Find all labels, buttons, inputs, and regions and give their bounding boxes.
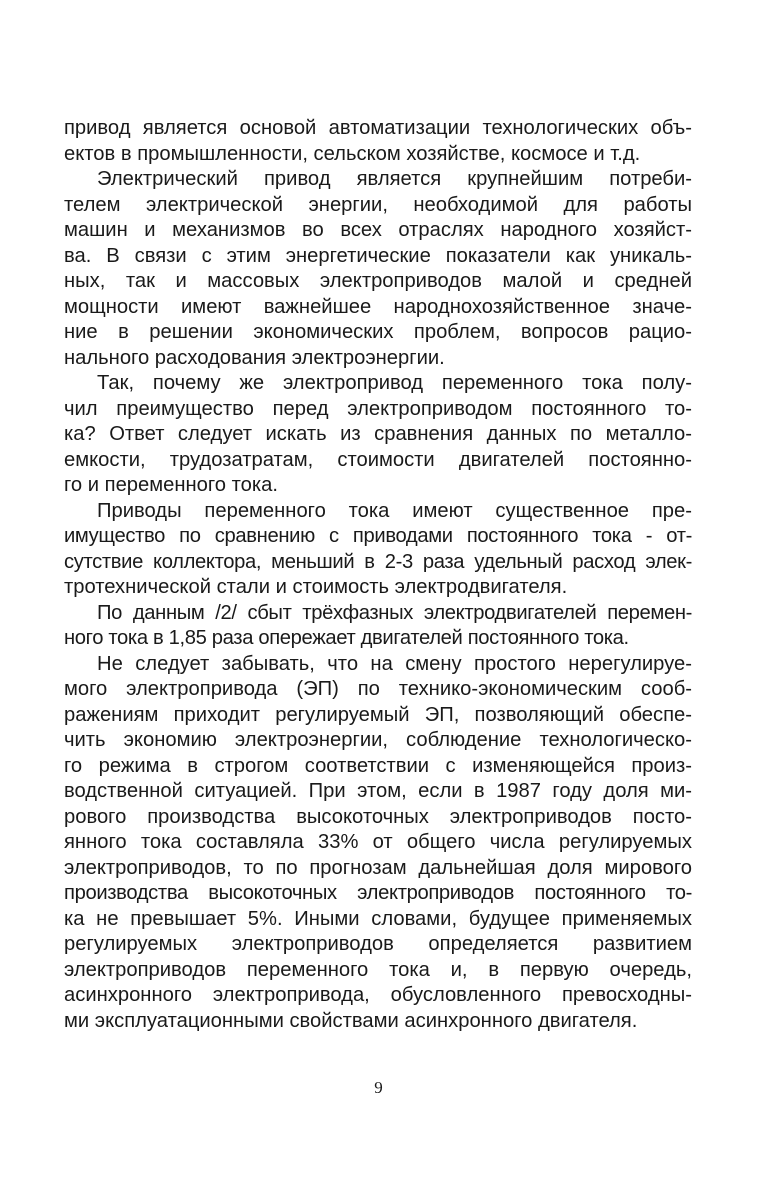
text-line: привод является основой автоматизации технологических объ- bbox=[64, 117, 692, 139]
text-line: Так, почему же электропривод переменного тока полу- bbox=[97, 372, 692, 394]
text-line: ражениям приходит регулируемый ЭП, позволяющий обеспе- bbox=[64, 703, 692, 726]
text-line: мого электропривода (ЭП) по технико-экономическим сооб- bbox=[64, 678, 692, 700]
text-line: емкости, трудозатратам, стоимости двигателей постоянно- bbox=[64, 448, 692, 471]
text-line: ка не превышает 5%. Иными словами, будущее применяемых bbox=[64, 907, 692, 930]
text-line: Электрический привод является крупнейшим потреби- bbox=[97, 168, 692, 190]
text-line: ние в решении экономических проблем, вопросов рацио- bbox=[64, 321, 692, 343]
text-line: электроприводов, то по прогнозам дальнейшая доля мирового bbox=[64, 856, 692, 879]
text-line: имущество по сравнению с приводами постоянного тока - от- bbox=[64, 525, 692, 547]
text-line: водственной ситуацией. При этом, если в 1987 году доля ми- bbox=[64, 780, 692, 802]
paragraph bbox=[64, 601, 692, 652]
text-line: ектов в промышленности, сельском хозяйстве, космосе и т.д. bbox=[64, 142, 641, 165]
text-line: регулируемых электроприводов определяется развитием bbox=[64, 933, 692, 955]
paragraph bbox=[64, 116, 692, 167]
text-line: ка? Ответ следует искать из сравнения данных по металло- bbox=[64, 423, 692, 445]
text-line: электроприводов переменного тока и, в первую очередь, bbox=[64, 958, 692, 981]
paragraph bbox=[64, 499, 692, 601]
paragraph bbox=[64, 652, 692, 1035]
text-line: По данным /2/ сбыт трёхфазных электродвигателей перемен- bbox=[97, 601, 692, 624]
text-line: го режима в строгом соответствии с изменяющейся произ- bbox=[64, 754, 692, 777]
text-line: ных, так и массовых электроприводов малой и средней bbox=[64, 270, 692, 292]
text-line: производства высокоточных электроприводов постоянного то- bbox=[64, 882, 692, 904]
text-line: рового производства высокоточных электроприводов посто- bbox=[64, 805, 692, 828]
text-line: мощности имеют важнейшее народнохозяйственное значе- bbox=[64, 295, 692, 318]
page-number: 9 bbox=[374, 1078, 383, 1097]
text-line: Приводы переменного тока имеют существенное пре- bbox=[97, 499, 692, 522]
text-line: чил преимущество перед электроприводом постоянного то- bbox=[64, 397, 692, 420]
text-line: Не следует забывать, что на смену простого нерегулируе- bbox=[97, 652, 692, 675]
page-body bbox=[64, 116, 692, 1034]
paragraph bbox=[64, 371, 692, 499]
text-line: ва. В связи с этим энергетические показатели как уникаль- bbox=[64, 244, 692, 267]
text-line: машин и механизмов во всех отраслях народного хозяйст- bbox=[64, 219, 692, 241]
text-line: чить экономию электроэнергии, соблюдение технологическо- bbox=[64, 729, 692, 751]
text-line: телем электрической энергии, необходимой для работы bbox=[64, 193, 692, 216]
text-line: асинхронного электропривода, обусловленного превосходны- bbox=[64, 984, 692, 1006]
text-line: янного тока составляла 33% от общего числа регулируемых bbox=[64, 831, 692, 853]
text-line: ми эксплуатационными свойствами асинхронного двигателя. bbox=[64, 1009, 638, 1032]
paragraph bbox=[64, 167, 692, 371]
text-line: сутствие коллектора, меньший в 2-3 раза удельный расход элек- bbox=[64, 550, 692, 573]
text-line: нального расходования электроэнергии. bbox=[64, 346, 445, 369]
text-line: ного тока в 1,85 раза опережает двигателей постоянного тока. bbox=[64, 627, 629, 649]
text-line: го и переменного тока. bbox=[64, 474, 278, 496]
text-line: тротехнической стали и стоимость электродвигателя. bbox=[64, 576, 568, 598]
